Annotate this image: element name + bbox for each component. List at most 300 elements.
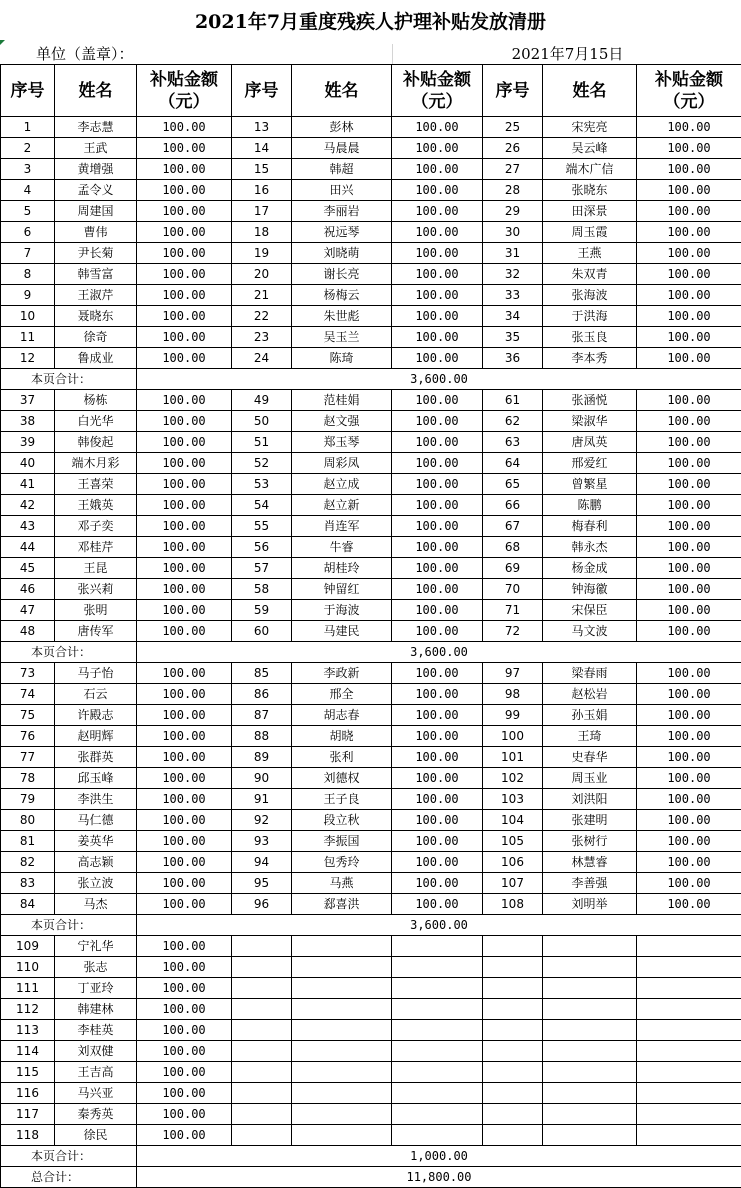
name-cell	[292, 957, 392, 978]
table-row	[1, 390, 741, 411]
seq-cell: 36	[483, 348, 543, 369]
amount-cell: 100.00	[137, 1062, 232, 1083]
name-cell	[543, 1104, 637, 1125]
name-cell: 马子怡	[55, 663, 137, 684]
table-row	[1, 852, 741, 873]
seq-cell: 57	[232, 558, 292, 579]
seq-cell: 30	[483, 222, 543, 243]
amount-cell	[637, 978, 741, 999]
name-cell: 赵松岩	[543, 684, 637, 705]
seq-cell: 118	[1, 1125, 55, 1146]
seq-cell: 59	[232, 600, 292, 621]
name-cell: 肖连军	[292, 516, 392, 537]
amount-cell: 100.00	[637, 831, 741, 852]
name-cell: 邓桂芹	[55, 537, 137, 558]
amount-cell: 100.00	[137, 726, 232, 747]
amount-cell	[637, 1041, 741, 1062]
seq-cell	[232, 1020, 292, 1041]
name-cell	[292, 936, 392, 957]
seq-cell: 83	[1, 873, 55, 894]
name-cell: 周玉业	[543, 768, 637, 789]
grand-total-label: 总合计：	[1, 1167, 137, 1188]
name-cell: 韩建林	[55, 999, 137, 1020]
name-cell: 黄增强	[55, 159, 137, 180]
amount-cell	[392, 936, 483, 957]
seq-cell: 7	[1, 243, 55, 264]
name-cell: 宁礼华	[55, 936, 137, 957]
name-cell: 马文波	[543, 621, 637, 642]
seq-cell: 38	[1, 411, 55, 432]
name-cell	[543, 1083, 637, 1104]
name-cell: 郑玉琴	[292, 432, 392, 453]
amount-cell: 100.00	[637, 432, 741, 453]
seq-cell: 63	[483, 432, 543, 453]
table-row	[1, 936, 741, 957]
seq-cell: 93	[232, 831, 292, 852]
amount-cell	[392, 1020, 483, 1041]
amount-cell: 100.00	[137, 789, 232, 810]
name-cell: 马兴亚	[55, 1083, 137, 1104]
amount-cell	[392, 999, 483, 1020]
seq-cell: 99	[483, 705, 543, 726]
subtotal-label: 本页合计：	[1, 915, 137, 936]
amount-cell: 100.00	[137, 138, 232, 159]
seq-cell: 40	[1, 453, 55, 474]
name-cell: 陈琦	[292, 348, 392, 369]
seq-cell: 54	[232, 495, 292, 516]
name-cell: 刘德权	[292, 768, 392, 789]
header-amount: 补贴金额 （元）	[637, 65, 741, 117]
amount-cell: 100.00	[637, 747, 741, 768]
amount-cell: 100.00	[637, 495, 741, 516]
header-amount: 补贴金额 （元）	[137, 65, 232, 117]
seq-cell: 94	[232, 852, 292, 873]
amount-cell	[392, 1041, 483, 1062]
table-row	[1, 558, 741, 579]
name-cell: 张明	[55, 600, 137, 621]
amount-cell: 100.00	[137, 1104, 232, 1125]
amount-cell: 100.00	[392, 117, 483, 138]
seq-cell	[483, 1083, 543, 1104]
seq-cell: 17	[232, 201, 292, 222]
name-cell	[543, 1020, 637, 1041]
table-row	[1, 789, 741, 810]
seq-cell: 76	[1, 726, 55, 747]
name-cell: 胡晓	[292, 726, 392, 747]
subtotal-value: 1,000.00	[137, 1146, 741, 1167]
amount-cell: 100.00	[637, 474, 741, 495]
table-row	[1, 537, 741, 558]
seq-cell: 12	[1, 348, 55, 369]
name-cell	[543, 1062, 637, 1083]
name-cell: 吴玉兰	[292, 327, 392, 348]
name-cell: 孙玉娟	[543, 705, 637, 726]
seq-cell: 97	[483, 663, 543, 684]
seq-cell: 81	[1, 831, 55, 852]
seq-cell	[232, 978, 292, 999]
table-row	[1, 1125, 741, 1146]
amount-cell: 100.00	[137, 222, 232, 243]
seq-cell: 16	[232, 180, 292, 201]
seq-cell: 100	[483, 726, 543, 747]
table-row	[1, 600, 741, 621]
seq-cell: 106	[483, 852, 543, 873]
name-cell: 赵明辉	[55, 726, 137, 747]
table-row	[1, 1104, 741, 1125]
seq-cell: 113	[1, 1020, 55, 1041]
table-body	[1, 65, 741, 1188]
amount-cell: 100.00	[392, 411, 483, 432]
table-row	[1, 747, 741, 768]
seq-cell: 112	[1, 999, 55, 1020]
name-cell: 彭林	[292, 117, 392, 138]
amount-cell	[392, 957, 483, 978]
table-row	[1, 579, 741, 600]
amount-cell: 100.00	[637, 537, 741, 558]
name-cell: 钟留红	[292, 579, 392, 600]
amount-cell: 100.00	[637, 222, 741, 243]
table-row	[1, 810, 741, 831]
amount-cell	[637, 957, 741, 978]
amount-cell: 100.00	[392, 306, 483, 327]
amount-cell: 100.00	[137, 201, 232, 222]
name-cell: 杨栋	[55, 390, 137, 411]
amount-cell	[637, 1062, 741, 1083]
name-cell: 端木广信	[543, 159, 637, 180]
amount-cell: 100.00	[137, 579, 232, 600]
seq-cell: 88	[232, 726, 292, 747]
seq-cell: 55	[232, 516, 292, 537]
amount-cell: 100.00	[137, 936, 232, 957]
seq-cell: 50	[232, 411, 292, 432]
seq-cell: 117	[1, 1104, 55, 1125]
name-cell: 曹伟	[55, 222, 137, 243]
seq-cell: 45	[1, 558, 55, 579]
seq-cell: 22	[232, 306, 292, 327]
name-cell: 谢长亮	[292, 264, 392, 285]
amount-cell: 100.00	[392, 138, 483, 159]
document-title: 2021年7月重度残疾人护理补贴发放清册	[0, 0, 741, 44]
seq-cell: 28	[483, 180, 543, 201]
amount-cell: 100.00	[137, 873, 232, 894]
amount-cell: 100.00	[392, 768, 483, 789]
amount-cell: 100.00	[637, 201, 741, 222]
name-cell: 朱双青	[543, 264, 637, 285]
seq-cell: 102	[483, 768, 543, 789]
seq-cell: 60	[232, 621, 292, 642]
table-row	[1, 768, 741, 789]
seq-cell	[232, 999, 292, 1020]
amount-cell: 100.00	[137, 159, 232, 180]
name-cell: 孟令义	[55, 180, 137, 201]
seq-cell: 35	[483, 327, 543, 348]
seq-cell	[483, 957, 543, 978]
name-cell: 王吉高	[55, 1062, 137, 1083]
table-row	[1, 621, 741, 642]
amount-cell: 100.00	[392, 180, 483, 201]
seq-cell	[483, 1104, 543, 1125]
name-cell: 韩雪富	[55, 264, 137, 285]
name-cell: 刘洪阳	[543, 789, 637, 810]
amount-cell: 100.00	[137, 432, 232, 453]
name-cell: 李善强	[543, 873, 637, 894]
seq-cell: 64	[483, 453, 543, 474]
amount-cell: 100.00	[392, 243, 483, 264]
amount-cell: 100.00	[637, 684, 741, 705]
name-cell: 周玉霞	[543, 222, 637, 243]
seq-cell: 62	[483, 411, 543, 432]
amount-cell	[392, 1104, 483, 1125]
seq-cell: 105	[483, 831, 543, 852]
table-row	[1, 201, 741, 222]
table-row	[1, 180, 741, 201]
name-cell: 胡志春	[292, 705, 392, 726]
name-cell: 郄喜洪	[292, 894, 392, 915]
seq-cell	[232, 936, 292, 957]
seq-cell: 104	[483, 810, 543, 831]
seq-cell: 103	[483, 789, 543, 810]
header-name: 姓名	[292, 65, 392, 117]
name-cell: 杨梅云	[292, 285, 392, 306]
seq-cell: 52	[232, 453, 292, 474]
name-cell: 宋宪亮	[543, 117, 637, 138]
seq-cell: 1	[1, 117, 55, 138]
seq-cell	[232, 1083, 292, 1104]
amount-cell: 100.00	[637, 327, 741, 348]
seq-cell	[483, 1020, 543, 1041]
table-row	[1, 957, 741, 978]
seq-cell: 23	[232, 327, 292, 348]
header-name: 姓名	[543, 65, 637, 117]
name-cell: 高志颖	[55, 852, 137, 873]
seq-cell: 27	[483, 159, 543, 180]
name-cell: 李洪生	[55, 789, 137, 810]
seq-cell: 116	[1, 1083, 55, 1104]
seq-cell: 44	[1, 537, 55, 558]
subtotal-row	[1, 369, 741, 390]
seq-cell: 72	[483, 621, 543, 642]
name-cell	[543, 936, 637, 957]
amount-cell: 100.00	[637, 600, 741, 621]
amount-cell: 100.00	[137, 600, 232, 621]
table-row	[1, 831, 741, 852]
seq-cell: 19	[232, 243, 292, 264]
grand-total-value: 11,800.00	[137, 1167, 741, 1188]
amount-cell: 100.00	[637, 180, 741, 201]
seq-cell: 13	[232, 117, 292, 138]
unit-label: 单位（盖章）：	[36, 44, 134, 64]
amount-cell: 100.00	[137, 180, 232, 201]
amount-cell: 100.00	[137, 1083, 232, 1104]
name-cell: 王燕	[543, 243, 637, 264]
subtotal-value: 3,600.00	[137, 369, 741, 390]
amount-cell: 100.00	[637, 411, 741, 432]
amount-cell: 100.00	[137, 1041, 232, 1062]
amount-cell: 100.00	[137, 957, 232, 978]
seq-cell: 15	[232, 159, 292, 180]
header-row	[1, 65, 741, 117]
amount-cell: 100.00	[637, 138, 741, 159]
seq-cell: 77	[1, 747, 55, 768]
amount-cell	[392, 1083, 483, 1104]
amount-cell: 100.00	[392, 894, 483, 915]
amount-cell: 100.00	[137, 306, 232, 327]
amount-cell: 100.00	[392, 726, 483, 747]
seq-cell: 80	[1, 810, 55, 831]
name-cell: 宋保臣	[543, 600, 637, 621]
seq-cell: 5	[1, 201, 55, 222]
table-row	[1, 1041, 741, 1062]
seq-cell: 61	[483, 390, 543, 411]
seq-cell: 42	[1, 495, 55, 516]
name-cell: 丁亚玲	[55, 978, 137, 999]
seq-cell: 96	[232, 894, 292, 915]
amount-cell: 100.00	[392, 390, 483, 411]
name-cell	[292, 1041, 392, 1062]
amount-cell: 100.00	[137, 327, 232, 348]
name-cell	[292, 1062, 392, 1083]
amount-cell: 100.00	[637, 705, 741, 726]
seq-cell: 86	[232, 684, 292, 705]
seq-cell: 6	[1, 222, 55, 243]
amount-cell: 100.00	[137, 831, 232, 852]
header-seq: 序号	[232, 65, 292, 117]
table-row	[1, 117, 741, 138]
seq-cell: 108	[483, 894, 543, 915]
name-cell	[543, 978, 637, 999]
amount-cell: 100.00	[392, 831, 483, 852]
seq-cell: 98	[483, 684, 543, 705]
seq-cell: 2	[1, 138, 55, 159]
amount-cell: 100.00	[637, 558, 741, 579]
amount-cell: 100.00	[392, 810, 483, 831]
seq-cell	[232, 1041, 292, 1062]
amount-cell: 100.00	[637, 348, 741, 369]
amount-cell: 100.00	[637, 873, 741, 894]
name-cell: 杨金成	[543, 558, 637, 579]
amount-cell	[637, 999, 741, 1020]
amount-cell: 100.00	[392, 453, 483, 474]
subtotal-label: 本页合计：	[1, 369, 137, 390]
amount-cell: 100.00	[637, 726, 741, 747]
name-cell: 张兴莉	[55, 579, 137, 600]
amount-cell: 100.00	[637, 810, 741, 831]
amount-cell: 100.00	[137, 348, 232, 369]
amount-cell: 100.00	[137, 474, 232, 495]
seq-cell: 66	[483, 495, 543, 516]
amount-cell: 100.00	[137, 453, 232, 474]
amount-cell: 100.00	[392, 600, 483, 621]
amount-cell	[392, 1062, 483, 1083]
amount-cell: 100.00	[637, 117, 741, 138]
table-row	[1, 873, 741, 894]
amount-cell: 100.00	[637, 894, 741, 915]
amount-cell: 100.00	[137, 747, 232, 768]
seq-cell	[232, 957, 292, 978]
name-cell: 范桂娟	[292, 390, 392, 411]
table-row	[1, 684, 741, 705]
name-cell: 马仁德	[55, 810, 137, 831]
seq-cell: 51	[232, 432, 292, 453]
amount-cell	[637, 1104, 741, 1125]
amount-cell: 100.00	[392, 705, 483, 726]
name-cell: 张建明	[543, 810, 637, 831]
amount-cell: 100.00	[137, 1020, 232, 1041]
seq-cell: 48	[1, 621, 55, 642]
name-cell: 王娥英	[55, 495, 137, 516]
name-cell: 李志慧	[55, 117, 137, 138]
amount-cell: 100.00	[392, 495, 483, 516]
name-cell: 王淑芹	[55, 285, 137, 306]
seq-cell	[232, 1125, 292, 1146]
name-cell: 李振国	[292, 831, 392, 852]
name-cell: 韩永杰	[543, 537, 637, 558]
amount-cell: 100.00	[137, 558, 232, 579]
name-cell: 赵立成	[292, 474, 392, 495]
name-cell: 唐传军	[55, 621, 137, 642]
name-cell: 段立秋	[292, 810, 392, 831]
amount-cell: 100.00	[137, 495, 232, 516]
name-cell: 王喜荣	[55, 474, 137, 495]
amount-cell: 100.00	[392, 516, 483, 537]
subtotal-row	[1, 642, 741, 663]
seq-cell: 79	[1, 789, 55, 810]
name-cell: 尹长菊	[55, 243, 137, 264]
amount-cell: 100.00	[137, 705, 232, 726]
name-cell: 姜英华	[55, 831, 137, 852]
seq-cell: 84	[1, 894, 55, 915]
table-row	[1, 306, 741, 327]
amount-cell: 100.00	[392, 579, 483, 600]
seq-cell: 26	[483, 138, 543, 159]
table-row	[1, 474, 741, 495]
name-cell: 石云	[55, 684, 137, 705]
seq-cell: 65	[483, 474, 543, 495]
seq-cell: 107	[483, 873, 543, 894]
name-cell: 张群英	[55, 747, 137, 768]
name-cell: 白光华	[55, 411, 137, 432]
header-name: 姓名	[55, 65, 137, 117]
subtotal-row	[1, 1146, 741, 1167]
name-cell: 许殿志	[55, 705, 137, 726]
amount-cell: 100.00	[637, 285, 741, 306]
seq-cell: 114	[1, 1041, 55, 1062]
table-row	[1, 1020, 741, 1041]
table-row	[1, 516, 741, 537]
seq-cell: 87	[232, 705, 292, 726]
name-cell: 韩超	[292, 159, 392, 180]
table-row	[1, 348, 741, 369]
amount-cell: 100.00	[137, 852, 232, 873]
amount-cell: 100.00	[392, 621, 483, 642]
seq-cell: 21	[232, 285, 292, 306]
header-seq: 序号	[1, 65, 55, 117]
seq-cell	[483, 999, 543, 1020]
name-cell: 史春华	[543, 747, 637, 768]
amount-cell: 100.00	[137, 999, 232, 1020]
table-row	[1, 999, 741, 1020]
amount-cell: 100.00	[392, 285, 483, 306]
amount-cell: 100.00	[637, 243, 741, 264]
amount-cell: 100.00	[392, 159, 483, 180]
amount-cell: 100.00	[637, 390, 741, 411]
name-cell: 林慧睿	[543, 852, 637, 873]
seq-cell: 39	[1, 432, 55, 453]
seq-cell: 109	[1, 936, 55, 957]
name-cell: 李政新	[292, 663, 392, 684]
grand-total-row	[1, 1167, 741, 1188]
name-cell	[292, 999, 392, 1020]
